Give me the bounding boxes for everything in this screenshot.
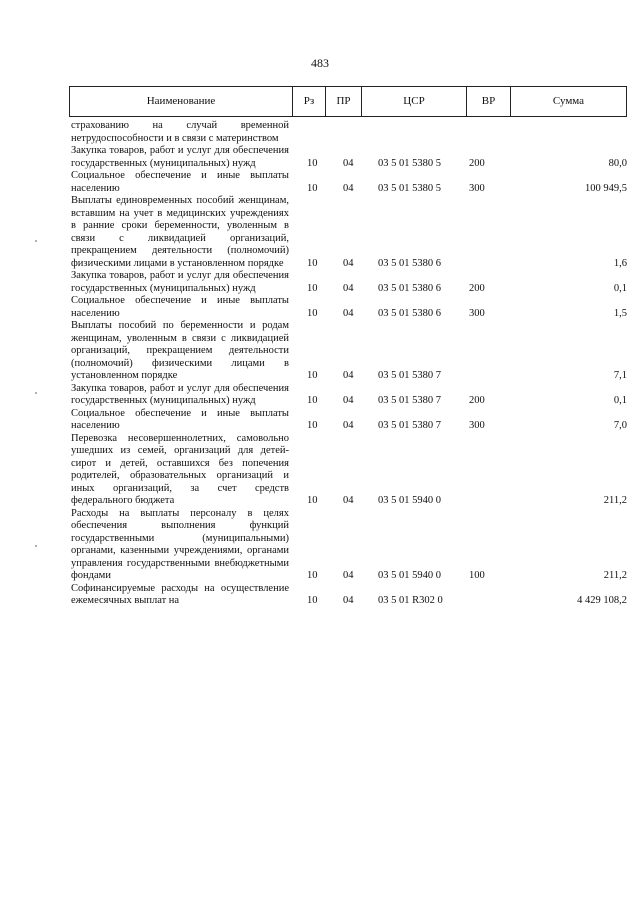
row-sum: 80,0 <box>608 157 627 169</box>
table-row <box>71 433 627 508</box>
row-sum: 4 429 108,2 <box>577 595 627 606</box>
row-sum: 211,2 <box>603 495 627 506</box>
row-name: Социальное обеспечение и иные выплаты населению <box>71 407 289 431</box>
row-pr: 04 <box>343 595 354 606</box>
row-name: страхованию на случай временной нетрудоспособности и в связи с материнством <box>71 120 289 144</box>
row-csr: 03 5 01 5380 7 <box>378 395 441 406</box>
row-csr: 03 5 01 5380 7 <box>378 370 441 381</box>
row-pr: 04 <box>343 282 354 294</box>
row-vr: 200 <box>469 157 485 169</box>
row-pr: 04 <box>343 182 354 194</box>
row-rz: 10 <box>307 495 318 506</box>
header-pr: ПР <box>326 87 362 116</box>
scan-dot <box>35 392 37 394</box>
row-csr: 03 5 01 R302 0 <box>378 595 443 606</box>
row-vr: 300 <box>469 307 485 319</box>
table-body <box>71 120 627 608</box>
row-rz: 10 <box>307 157 318 169</box>
row-pr: 04 <box>343 395 354 406</box>
row-name: Социальное обеспечение и иные выплаты населению <box>71 170 289 194</box>
table-row <box>71 270 627 295</box>
table-row <box>71 195 627 270</box>
row-name: Закупка товаров, работ и услуг для обеспечения государственных (муниципальных) нужд <box>71 382 289 406</box>
row-pr: 04 <box>343 370 354 381</box>
row-pr: 04 <box>343 495 354 506</box>
table-row <box>71 145 627 170</box>
row-name: Перевозка несовершеннолетних, самовольно ушедших из семей, организаций для детей-сирот и детей, оставшихся без попечения родителей, образовательных организаций и иных организаций, за счет средств федерального бюджета <box>71 432 289 506</box>
row-rz: 10 <box>307 257 318 269</box>
row-pr: 04 <box>343 307 354 319</box>
table-row <box>71 583 627 608</box>
row-sum: 211,2 <box>603 570 627 581</box>
row-csr: 03 5 01 5380 6 <box>378 282 441 294</box>
table-row <box>71 383 627 408</box>
row-name: Закупка товаров, работ и услуг для обеспечения государственных (муниципальных) нужд <box>71 145 289 169</box>
row-rz: 10 <box>307 307 318 319</box>
row-pr: 04 <box>343 257 354 269</box>
row-name: Закупка товаров, работ и услуг для обеспечения государственных (муниципальных) нужд <box>71 270 289 294</box>
row-csr: 03 5 01 5380 6 <box>378 307 441 319</box>
row-name: Софинансируемые расходы на осуществление ежемесячных выплат на <box>71 582 289 606</box>
row-csr: 03 5 01 5380 5 <box>378 182 441 194</box>
header-sum: Сумма <box>552 95 585 107</box>
row-name: Выплаты пособий по беременности и родам женщинам, уволенным в связи с ликвидацией организаций, прекращением деятельности (полномочий) физическими лицами в установленном порядке <box>71 320 289 381</box>
row-rz: 10 <box>307 595 318 606</box>
table-header <box>69 86 627 117</box>
row-pr: 04 <box>343 420 354 431</box>
row-vr: 300 <box>469 182 485 194</box>
row-sum: 100 949,5 <box>585 182 627 194</box>
table-row <box>71 408 627 433</box>
scan-dot <box>35 545 37 547</box>
table-row <box>71 320 627 383</box>
row-name: Социальное обеспечение и иные выплаты населению <box>71 295 289 319</box>
row-name: Расходы на выплаты персоналу в целях обеспечения выполнения функций государственными (муниципальными) органами, казенными учреждениями, органами управления государственными внебюджетными фондами <box>71 507 289 581</box>
row-rz: 10 <box>307 370 318 381</box>
row-csr: 03 5 01 5940 0 <box>378 495 441 506</box>
table-row <box>71 170 627 195</box>
row-rz: 10 <box>307 570 318 581</box>
row-sum: 0,1 <box>613 395 627 406</box>
header-name: Наименование <box>70 87 293 116</box>
header-vr: ВР <box>467 87 511 116</box>
row-vr: 200 <box>469 395 485 406</box>
row-rz: 10 <box>307 420 318 431</box>
row-vr: 100 <box>469 570 485 581</box>
row-pr: 04 <box>343 157 354 169</box>
row-sum: 7,0 <box>613 420 627 431</box>
page-number: 483 <box>311 56 329 70</box>
row-sum: 1,6 <box>613 257 627 269</box>
header-csr: ЦСР <box>362 87 467 116</box>
scan-dot <box>35 240 37 242</box>
row-csr: 03 5 01 5380 5 <box>378 157 441 169</box>
row-name: Выплаты единовременных пособий женщинам, вставшим на учет в медицинских учреждениях в ранние сроки беременности, уволенным в связи с ликвидацией организаций, прекращением деятельности (полномочий) физическими лицами в установленном порядке <box>71 195 289 269</box>
row-vr: 200 <box>469 282 485 294</box>
row-vr: 300 <box>469 420 485 431</box>
header-rz: Рз <box>293 87 326 116</box>
row-rz: 10 <box>307 282 318 294</box>
row-rz: 10 <box>307 395 318 406</box>
row-csr: 03 5 01 5380 6 <box>378 257 441 269</box>
row-sum: 7,1 <box>613 370 627 381</box>
table-row <box>71 508 627 583</box>
row-sum: 0,1 <box>613 282 627 294</box>
row-sum: 1,5 <box>613 307 627 319</box>
row-pr: 04 <box>343 570 354 581</box>
table-row <box>71 295 627 320</box>
row-rz: 10 <box>307 182 318 194</box>
row-csr: 03 5 01 5380 7 <box>378 420 441 431</box>
table-row <box>71 120 627 145</box>
row-csr: 03 5 01 5940 0 <box>378 570 441 581</box>
